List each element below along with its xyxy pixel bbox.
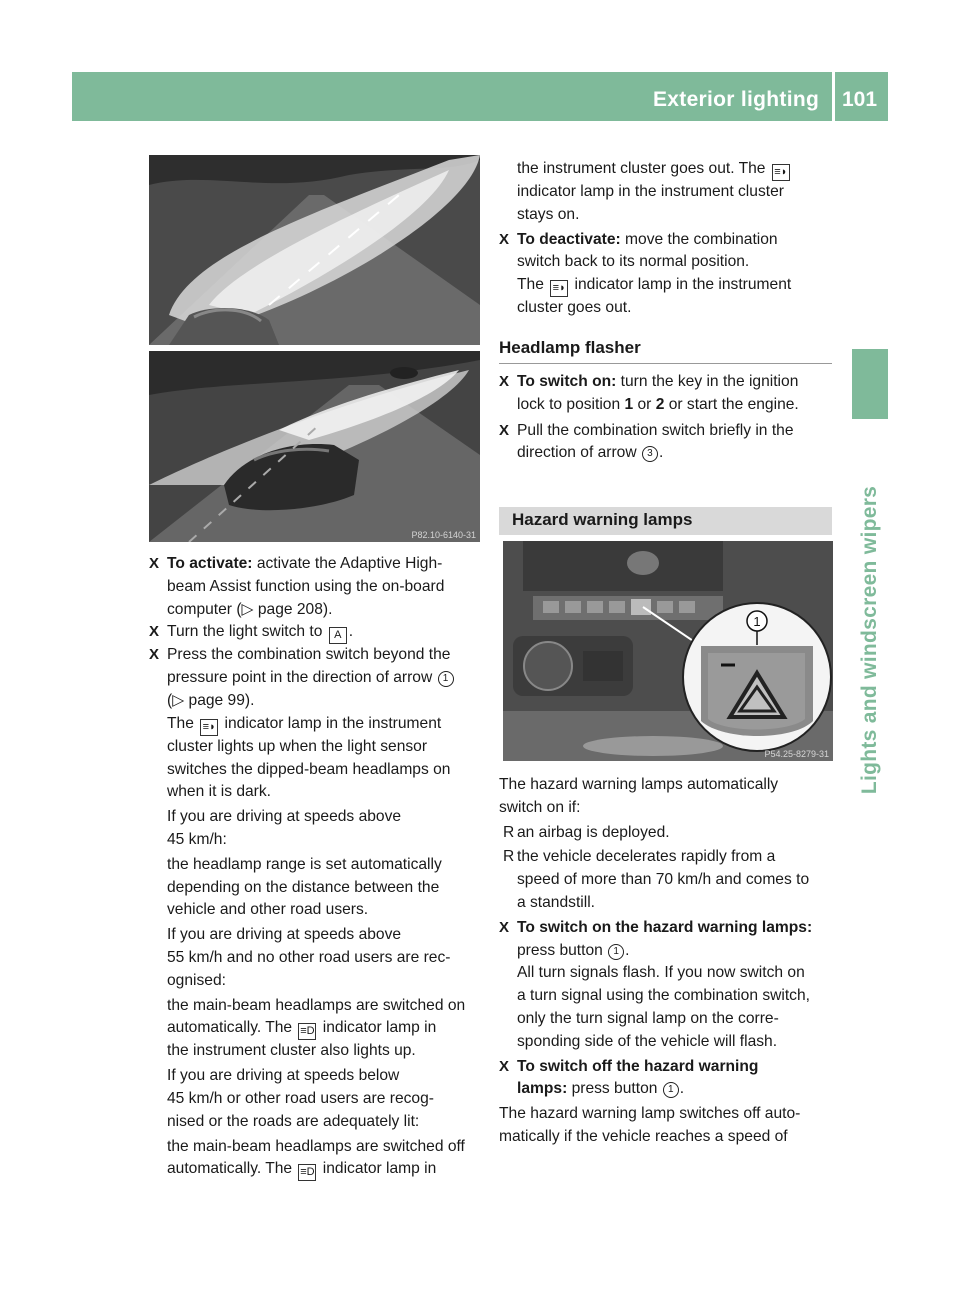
step-marker: X [499,1057,510,1075]
adaptive-highbeam-icon: ≡◗ [200,719,218,736]
callout-circle-3: 3 [642,446,658,462]
right-column-top [499,158,839,320]
step-pull-switch: X Pull the combination switch briefly in the direction of arrow 3 . [499,421,794,462]
callout-circle-1: 1 [608,944,624,960]
callout-circle-1: 1 [663,1082,679,1098]
header-divider [832,72,835,121]
step-activate: X To activate: activate the Adaptive High- beam Assist function using the on-board computer (▷ page 208). [149,555,445,618]
continued-text: the instrument cluster goes out. The ≡◗ indicator lamp in the instrument cluster stays on. [499,158,839,227]
page-number: 101 [842,88,878,111]
callout-circle-1: 1 [438,671,454,687]
adaptive-highbeam-icon: ≡◗ [772,164,790,181]
section-title: Exterior lighting [653,88,820,111]
main-beam-icon: ≡D [298,1164,316,1181]
auto-light-icon: A [329,627,347,644]
figure-code: P54.25-8279-31 [764,749,829,759]
hazard-text: The hazard warning lamps automatically switch on if: R an airbag is deployed. R the vehicle decelerates rapidly from a speed of more than 70 km/h and comes to a standstill. X To switch on the hazard warning lamps: press button 1 . All turn signals flash. If you now switch on a turn signal using the combination switch, only the turn signal lamp on the corre- sponding side of the vehicle will flash. X To switch off the hazard warning lamps: press button 1 . The hazard warning lamp switches off auto- matically if the vehicle reaches a speed of [499,774,839,1149]
step-marker: X [149,623,160,641]
step-switch-on: X To switch on: turn the key in the ignition lock to position 1 or 2 or start the engine. [499,373,799,413]
step-hazard-on: X To switch on the hazard warning lamps: press button 1 . All turn signals flash. If you now switch on a turn signal using the combination switch, only the turn signal lamp on the corre- sponding side of the vehicle will flash. [499,918,813,1050]
hazard-button-illustration [503,541,833,761]
bullet-marker: R [503,848,515,866]
headlamp-illustration [149,155,480,542]
bullet-airbag: R an airbag is deployed. [499,822,839,845]
step-light-switch: X Turn the light switch to A . [149,621,484,644]
left-column [149,553,484,1181]
step-marker: X [499,918,510,936]
flasher-steps [499,371,839,465]
hazard-figure [503,541,833,761]
callout-label: 1 [753,614,761,629]
step-marker: X [149,555,160,572]
step-marker: X [149,646,160,664]
step-marker: X [499,230,510,248]
step-hazard-off: X To switch off the hazard warning lamps: press button 1 . [499,1057,759,1098]
step-marker: X [499,373,510,390]
adaptive-highbeam-icon: ≡◗ [550,280,568,297]
step-deactivate: X To deactivate: move the combination switch back to its normal position. The ≡◗ indicator lamp in the instrument cluster goes out. [499,230,792,317]
step-marker: X [499,421,510,439]
bullet-deceleration: R the vehicle decelerates rapidly from a speed of more than 70 km/h and comes to a standstill. [503,848,810,911]
main-beam-icon: ≡D [298,1023,316,1040]
headlamp-flasher-heading: Headlamp flasher [499,338,832,364]
side-tab-marker [852,349,888,419]
headlamp-figure [149,155,480,542]
bullet-marker: R [503,823,515,841]
hazard-warning-heading: Hazard warning lamps [512,510,693,529]
chapter-side-label: Lights and windscreen wipers [858,485,881,795]
figure-code: P82.10-6140-31 [411,530,476,540]
step-press-combination-switch: X Press the combination switch beyond the pressure point in the direction of arrow 1 (▷ page 99). The ≡◗ indicator lamp in the instrument cluster lights up when the light sensor switches the dipped-beam headlamps on when it is dark. If you are driving at speeds above 45 km/h: the headlamp range is set automatically depending on the distance between the vehicle and other road users. If you are driving at speeds above 55 km/h and no other road users are rec- ognised: the main-beam headlamps are switched on automatically. The ≡D indicator lamp in the instrument cluster also lights up. If you are driving at speeds below 45 km/h or other road users are recog- nised or the roads are adequately lit: the main-beam headlamps are switched off automatically. The ≡D indicator lamp in [149,644,484,1181]
